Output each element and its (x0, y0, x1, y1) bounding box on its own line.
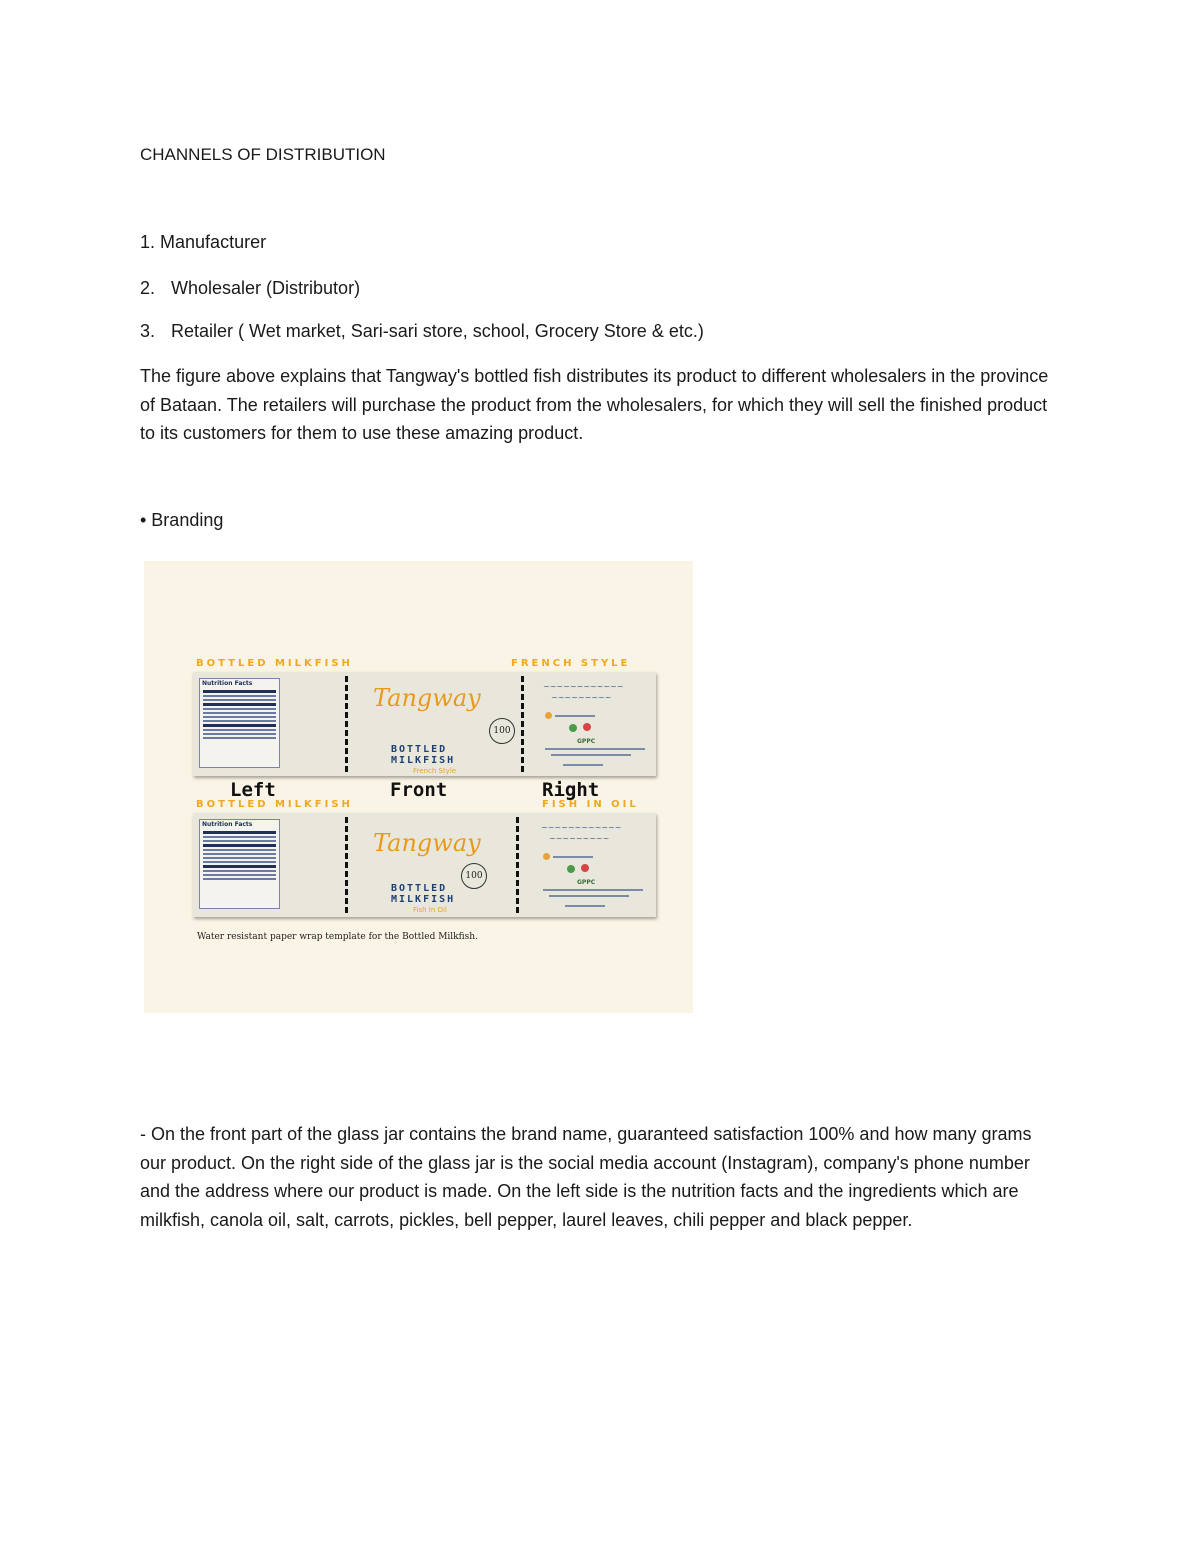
ingredient-icon (583, 723, 591, 731)
channel-number: 2. (140, 278, 156, 298)
fold-line (521, 676, 524, 772)
certification-mark: GPPC (577, 879, 596, 886)
fold-line (516, 817, 519, 913)
label2-heading-left: BOTTLED MILKFISH (196, 799, 353, 810)
nutrition-title: Nutrition Facts (202, 821, 253, 828)
tagline-script: ~~~~~~~~~ (549, 834, 610, 843)
branding-bullet: • Branding (140, 510, 224, 530)
channel-item-2 (140, 278, 360, 299)
certification-mark: GPPC (577, 738, 596, 745)
left-side-label: Left (230, 779, 276, 801)
ingredient-icon (567, 865, 575, 873)
tagline-script: ~~~~~~~~~ (551, 693, 612, 702)
product-name-line1: BOTTLED (391, 883, 448, 894)
tagline-script: ~~~~~~~~~~~~ (543, 682, 624, 691)
tagline-script: ~~~~~~~~~~~~ (541, 823, 622, 832)
label1-wrap (193, 672, 656, 776)
label2-wrap (193, 813, 656, 917)
flavor-text: French Style (413, 767, 457, 775)
channel-number: 3. (140, 321, 156, 341)
product-name-line2: MILKFISH (391, 755, 456, 766)
guarantee-seal: 100 (489, 718, 515, 744)
front-side-label: Front (390, 779, 448, 801)
product-name-line2: MILKFISH (391, 894, 456, 905)
flavor-text: Fish In Oil (413, 906, 447, 914)
label1-heading-left: BOTTLED MILKFISH (196, 658, 353, 669)
figure-caption: Water resistant paper wrap template for the Bottled Milkfish. (197, 932, 478, 942)
label1-heading-right: FRENCH STYLE (511, 658, 631, 669)
branding-figure (144, 561, 693, 1013)
description-paragraph: - On the front part of the glass jar contains the brand name, guaranteed satisfaction 100% and how many grams our product. On the right side of the glass jar is the social media account (Instagram), company's phone number and the address where our product is made. On the left side is the nutrition facts and the ingredients which are milkfish, canola oil, salt, carrots, pickles, bell pepper, laurel leaves, chili pepper and black pepper. (140, 1124, 1032, 1230)
right-side-label: Right (542, 779, 600, 801)
ingredient-icon (543, 853, 550, 860)
fold-line (345, 676, 348, 772)
ingredient-icon (545, 712, 552, 719)
explanation-paragraph: The figure above explains that Tangway's bottled fish distributes its product to different wholesalers in the province of Bataan. The retailers will purchase the product from the wholesalers, for which they will sell the finished product to its customers for them to use these amazing product. (140, 366, 1049, 444)
ingredient-icon (569, 724, 577, 732)
guarantee-seal: 100 (461, 863, 487, 889)
section-title: CHANNELS OF DISTRIBUTION (140, 145, 386, 164)
ingredient-icon (581, 864, 589, 872)
channel-text: Manufacturer (160, 232, 267, 252)
label2-heading-right: FISH IN OIL (542, 799, 639, 810)
nutrition-title: Nutrition Facts (202, 680, 253, 687)
channel-item-1 (140, 232, 266, 253)
product-name-line1: BOTTLED (391, 744, 448, 755)
brand-logo: Tangway (373, 684, 481, 712)
brand-logo: Tangway (373, 829, 481, 857)
channel-item-3 (140, 321, 704, 342)
channel-number: 1. (140, 232, 156, 252)
nutrition-facts-panel (199, 819, 280, 909)
nutrition-facts-panel (199, 678, 280, 768)
channel-text: Retailer ( Wet market, Sari-sari store, school, Grocery Store & etc.) (171, 321, 704, 341)
channel-text: Wholesaler (Distributor) (171, 278, 361, 298)
fold-line (345, 817, 348, 913)
